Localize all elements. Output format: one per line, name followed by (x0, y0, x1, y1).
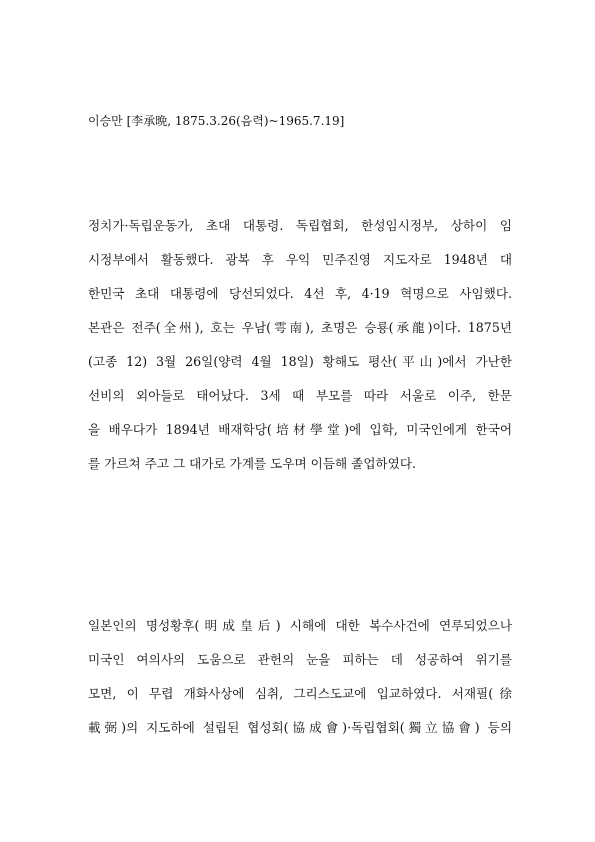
paragraph-line: (고종 12) 3월 26일(양력 4월 18일) 황해도 평산(平山)에서 가난한 (88, 354, 512, 369)
paragraph-biography-intro (88, 216, 512, 488)
paragraph-line: 선비의 외아들로 태어났다. 3세 때 부모를 따라 서울로 이주, 한문 (88, 388, 512, 403)
paragraph-line: 시정부에서 활동했다. 광복 후 우익 민주진영 지도자로 1948년 대 (88, 252, 512, 267)
paragraph-line: 를 가르쳐 주고 그 대가로 가계를 도우며 이듬해 졸업하였다. (88, 456, 417, 471)
paragraph-line: 미국인 여의사의 도움으로 관헌의 눈을 피하는 데 성공하여 위기를 (88, 652, 512, 667)
entry-title: 이승만 [李承晩, 1875.3.26(음력)~1965.7.19] (88, 114, 345, 128)
paragraph-biography-continued (88, 616, 512, 752)
paragraph-line: 일본인의 명성황후(明成皇后) 시해에 대한 복수사건에 연루되었으나 (88, 618, 512, 633)
paragraph-line: 載弼)의 지도하에 설립된 협성회(協成會)·독립협회(獨立協會) 등의 (88, 720, 512, 735)
paragraph-line: 모면, 이 무렵 개화사상에 심취, 그리스도교에 입교하였다. 서재필(徐 (88, 686, 512, 701)
paragraph-line: 정치가·독립운동가, 초대 대통령. 독립협회, 한성임시정부, 상하이 임 (88, 218, 512, 233)
paragraph-line: 을 배우다가 1894년 배재학당(培材學堂)에 입학, 미국인에게 한국어 (88, 422, 512, 437)
paragraph-line: 본관은 전주(全州), 호는 우남(雩南), 초명은 승룡(承龍)이다. 1875년 (88, 320, 512, 335)
paragraph-line: 한민국 초대 대통령에 당선되었다. 4선 후, 4·19 혁명으로 사임했다. (88, 286, 512, 301)
